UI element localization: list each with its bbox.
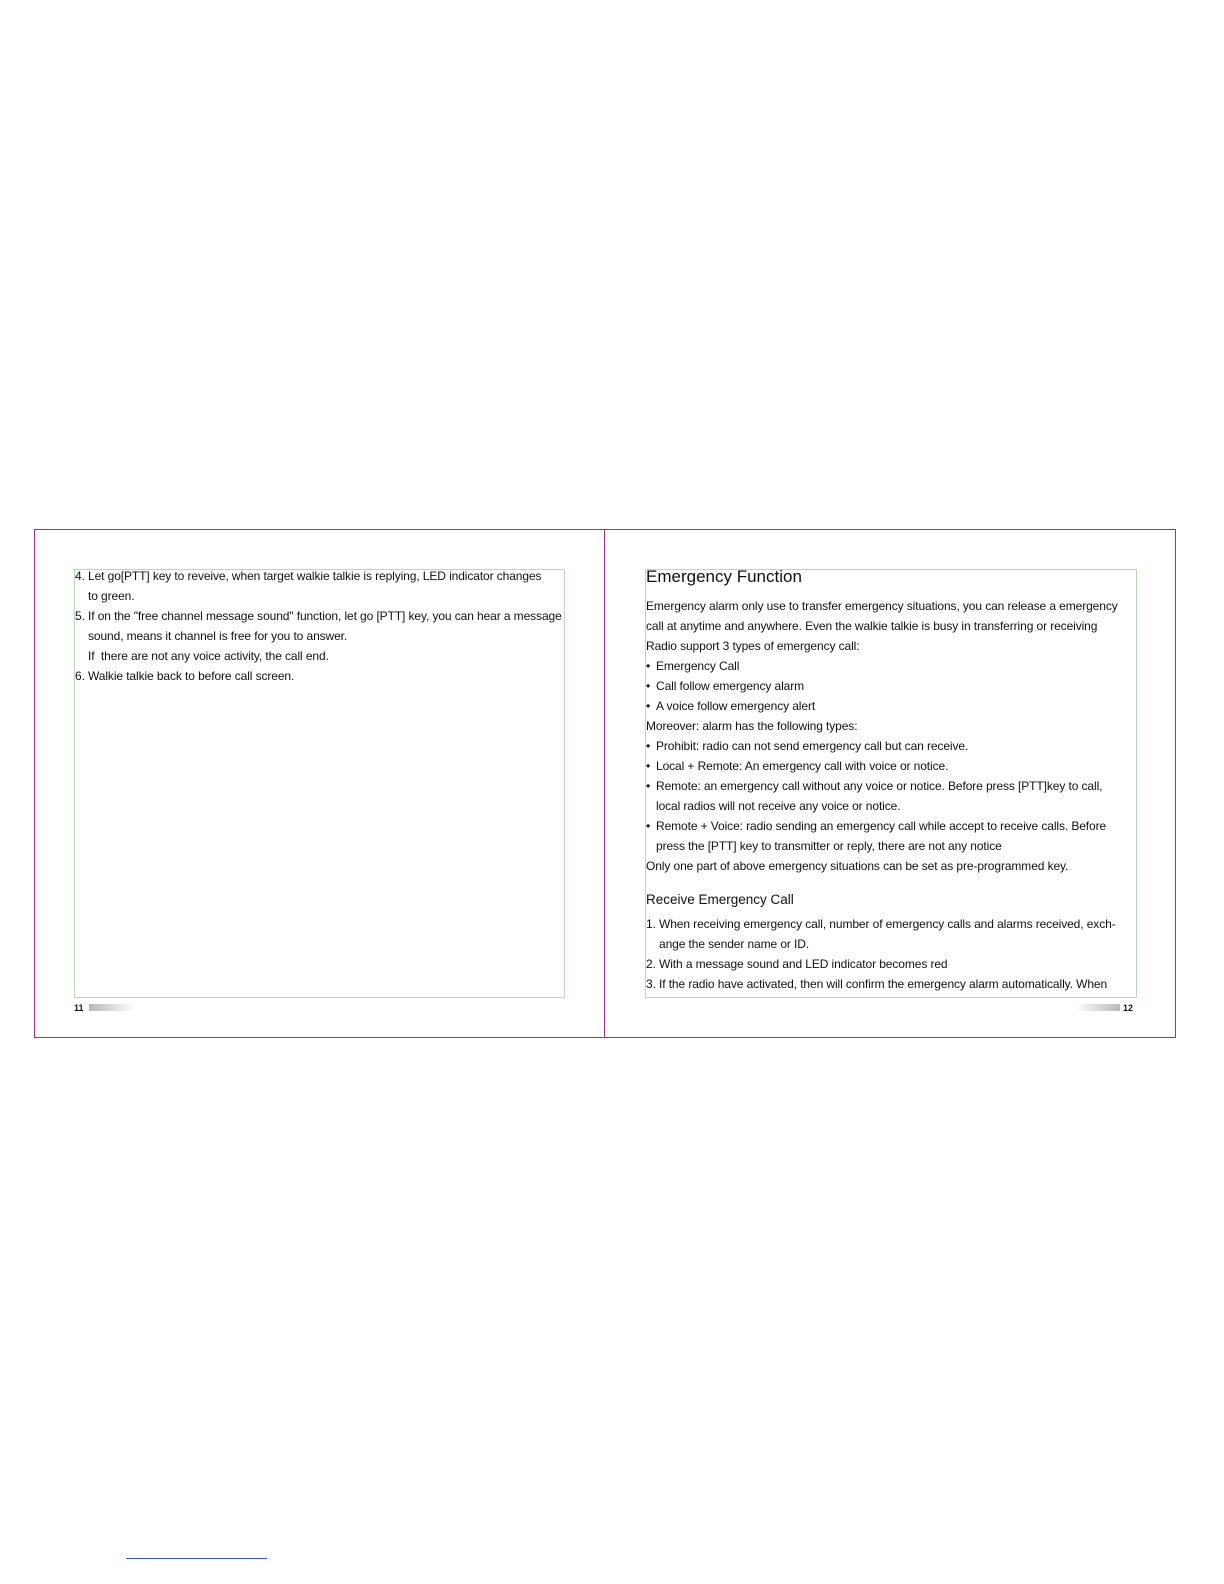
bullet-item xyxy=(646,756,1138,776)
bullet-text: Remote: an emergency call without any voice or notice. Before press [PTT]key to call, xyxy=(656,779,1103,793)
page-divider xyxy=(604,529,605,1038)
list-continuation: sound, means it channel is free for you to answer. xyxy=(88,629,348,643)
left-page-content xyxy=(75,566,570,686)
list-text: Let go[PTT] key to reveive, when target walkie talkie is replying, LED indicator changes xyxy=(88,569,542,583)
subsection-title: Receive Emergency Call xyxy=(646,892,794,907)
bullet-icon: • xyxy=(646,759,651,773)
list-continuation: to green. xyxy=(88,589,135,603)
bullet-item xyxy=(646,656,1138,676)
bullet-continuation: local radios will not receive any voice or notice. xyxy=(656,799,901,813)
list-text: If the radio have activated, then will confirm the emergency alarm automatically. When xyxy=(659,977,1108,991)
paragraph-line: Only one part of above emergency situations can be set as pre-programmed key. xyxy=(646,859,1069,873)
bullet-text: A voice follow emergency alert xyxy=(656,699,816,713)
list-number: 5. xyxy=(75,609,85,623)
bullet-text: Prohibit: radio can not send emergency call but can receive. xyxy=(656,739,969,753)
list-item xyxy=(646,914,1138,934)
list-item xyxy=(75,666,570,686)
paragraph-line: Emergency alarm only use to transfer emergency situations, you can release a emergency xyxy=(646,599,1118,613)
list-text: When receiving emergency call, number of emergency calls and alarms received, exch- xyxy=(659,917,1116,931)
list-text: Walkie talkie back to before call screen. xyxy=(88,669,295,683)
paragraph-line: call at anytime and anywhere. Even the walkie talkie is busy in transferring or receiving xyxy=(646,619,1098,633)
bullet-item xyxy=(646,816,1138,836)
list-number: 3. xyxy=(646,977,656,991)
bullet-icon: • xyxy=(646,679,651,693)
paragraph-line: Moreover: alarm has the following types: xyxy=(646,719,858,733)
bullet-item xyxy=(646,676,1138,696)
list-number: 4. xyxy=(75,569,85,583)
list-item xyxy=(75,606,570,626)
bullet-text: Remote + Voice: radio sending an emergency call while accept to receive calls. Before xyxy=(656,819,1107,833)
bullet-item xyxy=(646,696,1138,716)
bullet-icon: • xyxy=(646,739,651,753)
section-title: Emergency Function xyxy=(646,567,802,586)
list-continuation: If there are not any voice activity, the call end. xyxy=(88,649,329,663)
bullet-text: Call follow emergency alarm xyxy=(656,679,805,693)
list-number: 6. xyxy=(75,669,85,683)
page-number: 12 xyxy=(1123,1003,1134,1013)
page-number: 11 xyxy=(74,1003,84,1013)
link-underline[interactable] xyxy=(126,1558,267,1559)
bullet-icon: • xyxy=(646,699,651,713)
bullet-text: Local + Remote: An emergency call with voice or notice. xyxy=(656,759,949,773)
bullet-continuation: press the [PTT] key to transmitter or reply, there are not any notice xyxy=(656,839,1002,853)
bullet-item xyxy=(646,776,1138,796)
list-item xyxy=(75,566,570,586)
list-number: 2. xyxy=(646,957,656,971)
page-number-bar xyxy=(1076,1004,1120,1011)
list-item xyxy=(646,974,1138,994)
bullet-item xyxy=(646,736,1138,756)
bullet-icon: • xyxy=(646,659,651,673)
list-number: 1. xyxy=(646,917,656,931)
list-text: If on the "free channel message sound" function, let go [PTT] key, you can hear a message xyxy=(88,609,562,623)
paragraph-line: Radio support 3 types of emergency call: xyxy=(646,639,860,653)
right-page-content xyxy=(646,566,1138,994)
page-number-bar xyxy=(89,1004,135,1011)
list-text: With a message sound and LED indicator becomes red xyxy=(659,957,948,971)
bullet-icon: • xyxy=(646,779,651,793)
list-continuation: ange the sender name or ID. xyxy=(659,937,810,951)
list-item xyxy=(646,954,1138,974)
bullet-icon: • xyxy=(646,819,651,833)
bullet-text: Emergency Call xyxy=(656,659,740,673)
